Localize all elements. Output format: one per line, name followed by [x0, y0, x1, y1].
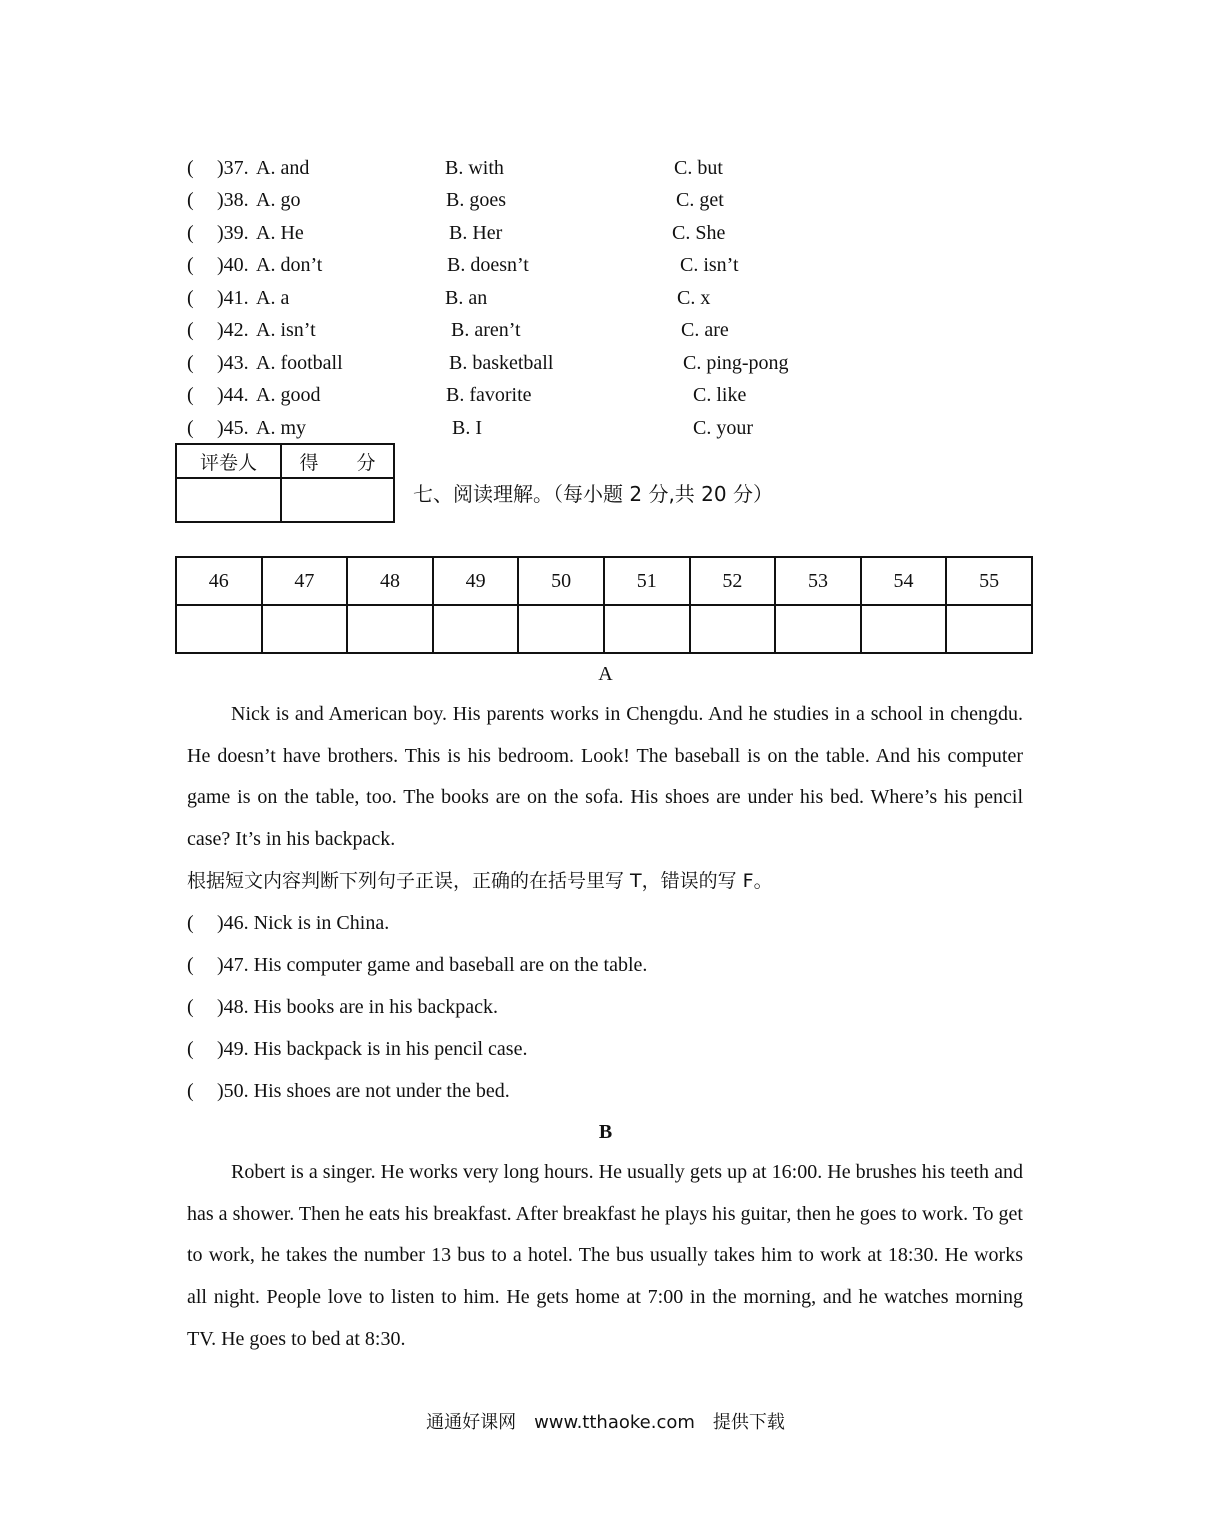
bracket: ( [187, 352, 194, 374]
bracket: ( [187, 319, 194, 341]
passage-a-heading: A [598, 663, 613, 685]
instruction: 根据短文内容判断下列句子正误，正确的在括号里写 T，错误的写 F。 [187, 870, 773, 892]
option-a: A. don’t [256, 254, 323, 276]
answer-number: 46 [176, 557, 262, 605]
bracket: ( [187, 384, 194, 406]
answer-number: 55 [946, 557, 1032, 605]
bracket: ( [187, 954, 194, 976]
reviewer-cell[interactable] [176, 478, 281, 522]
option-a: A. my [256, 417, 306, 439]
option-b: B. Her [449, 222, 503, 244]
answer-cell[interactable] [604, 605, 690, 653]
tf-question: )48. His books are in his backpack. [217, 996, 499, 1018]
option-c: C. get [676, 189, 724, 211]
bracket: ( [187, 417, 194, 439]
answer-table [175, 556, 1033, 654]
answer-number: 47 [262, 557, 348, 605]
option-c: C. isn’t [680, 254, 739, 276]
answer-cell[interactable] [690, 605, 776, 653]
score-cell[interactable] [281, 478, 394, 522]
answer-number: 48 [347, 557, 433, 605]
answer-cell[interactable] [262, 605, 348, 653]
question-number: )40. [217, 254, 249, 276]
answer-number: 51 [604, 557, 690, 605]
option-b: B. doesn’t [447, 254, 529, 276]
bracket: ( [187, 912, 194, 934]
option-a: A. He [256, 222, 304, 244]
question-number: )43. [217, 352, 249, 374]
grader-table [175, 443, 395, 523]
option-b: B. I [452, 417, 482, 439]
passage-a-text: Nick is and American boy. His parents works in Chengdu. And he studies in a school in chengdu. He doesn’t have brothers. This is his bedroom. Look! The baseball is on the table. And his computer game is on the table, too. The books are on the sofa. His shoes are under his bed. Where’s his pencil case? It’s in his backpack. [187, 703, 1023, 851]
footer: 通通好课网 www.tthaoke.com 提供下载 [426, 1412, 785, 1433]
option-c: C. your [693, 417, 753, 439]
option-c: C. are [681, 319, 729, 341]
option-b: B. goes [446, 189, 506, 211]
question-number: )41. [217, 287, 249, 309]
answer-cell[interactable] [347, 605, 433, 653]
question-number: )37. [217, 157, 249, 179]
option-a: A. football [256, 352, 343, 374]
option-a: A. go [256, 189, 301, 211]
answer-number: 52 [690, 557, 776, 605]
answer-number: 49 [433, 557, 519, 605]
answer-cell[interactable] [775, 605, 861, 653]
score-label: 得 分 [281, 444, 394, 478]
answer-number: 54 [861, 557, 947, 605]
bracket: ( [187, 996, 194, 1018]
tf-question: )46. Nick is in China. [217, 912, 390, 934]
option-a: A. isn’t [256, 319, 316, 341]
tf-question: )49. His backpack is in his pencil case. [217, 1038, 528, 1060]
option-c: C. but [674, 157, 723, 179]
bracket: ( [187, 254, 194, 276]
question-number: )45. [217, 417, 249, 439]
option-b: B. favorite [446, 384, 532, 406]
option-a: A. good [256, 384, 321, 406]
passage-b-heading: B [598, 1121, 613, 1143]
answer-cell[interactable] [518, 605, 604, 653]
section-title: 七、阅读理解。（每小题 2 分,共 20 分） [413, 482, 773, 506]
option-b: B. basketball [449, 352, 554, 374]
answer-cell[interactable] [946, 605, 1032, 653]
option-b: B. an [445, 287, 488, 309]
reviewer-label: 评卷人 [176, 444, 281, 478]
answer-number: 50 [518, 557, 604, 605]
bracket: ( [187, 189, 194, 211]
question-number: )44. [217, 384, 249, 406]
option-b: B. with [445, 157, 504, 179]
bracket: ( [187, 1038, 194, 1060]
bracket: ( [187, 1080, 194, 1102]
bracket: ( [187, 157, 194, 179]
answer-cell[interactable] [176, 605, 262, 653]
option-c: C. like [693, 384, 747, 406]
option-c: C. x [677, 287, 711, 309]
option-a: A. a [256, 287, 290, 309]
question-number: )39. [217, 222, 249, 244]
option-a: A. and [256, 157, 310, 179]
passage-b-text: Robert is a singer. He works very long hours. He usually gets up at 16:00. He brushes his teeth and has a shower. Then he eats his breakfast. After breakfast he plays his guitar, then he goes to work. To get to work, he takes the number 13 bus to a hotel. The bus usually takes him to work at 18:30. He works all night. People love to listen to him. He gets home at 7:00 in the morning, and he watches morning TV. He goes to bed at 8:30. [187, 1161, 1023, 1350]
answer-cell[interactable] [433, 605, 519, 653]
question-number: )38. [217, 189, 249, 211]
tf-question: )50. His shoes are not under the bed. [217, 1080, 510, 1102]
option-b: B. aren’t [451, 319, 521, 341]
option-c: C. She [672, 222, 726, 244]
answer-number: 53 [775, 557, 861, 605]
question-number: )42. [217, 319, 249, 341]
tf-question: )47. His computer game and baseball are on the table. [217, 954, 648, 976]
answer-cell[interactable] [861, 605, 947, 653]
option-c: C. ping-pong [683, 352, 789, 374]
bracket: ( [187, 222, 194, 244]
bracket: ( [187, 287, 194, 309]
